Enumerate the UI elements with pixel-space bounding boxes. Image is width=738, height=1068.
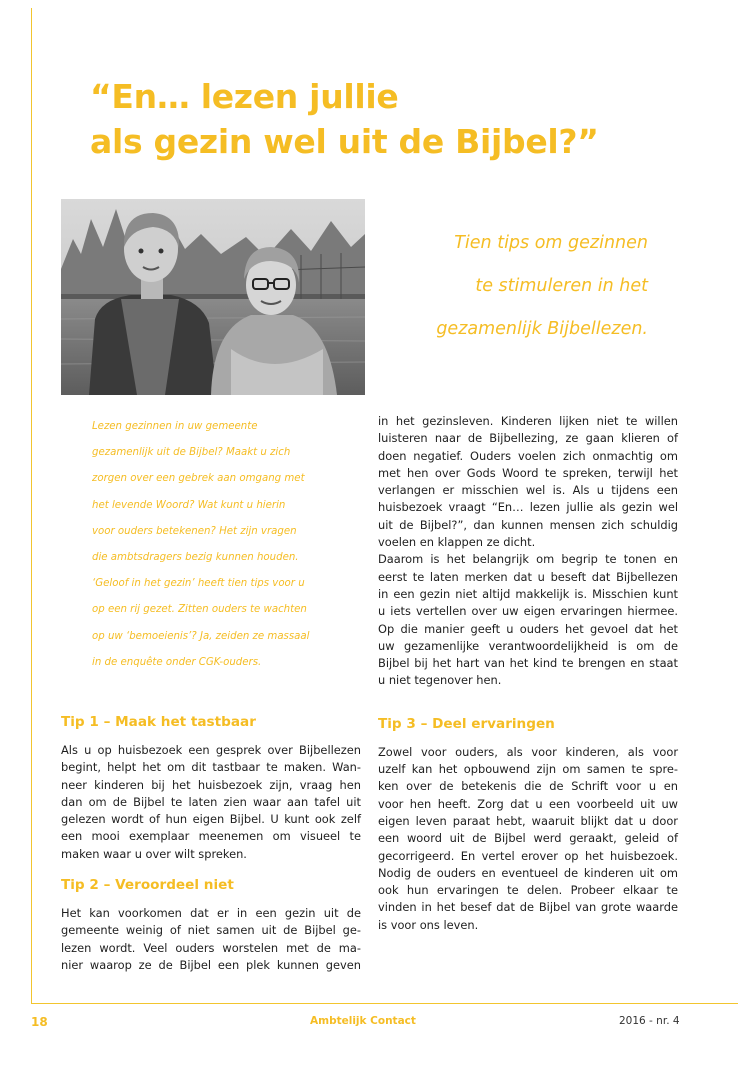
text-line: begint, helpt het om dit tastbaar te maken. Wan- bbox=[61, 760, 361, 775]
intro-line: het levende Woord? Wat kunt u hierin bbox=[92, 499, 286, 511]
text-line: Op die manier geeft u ouders het gevoel dat het bbox=[378, 621, 678, 636]
right-column bbox=[378, 413, 678, 934]
subtitle-line: gezamenlijk Bijbellezen. bbox=[436, 319, 648, 339]
text-line: uzelf kan het opbouwend zijn om samen te spre- bbox=[378, 762, 678, 777]
text-line: luisteren naar de Bijbellezing, ze gaan klieren of bbox=[378, 431, 678, 446]
article-subtitle bbox=[390, 222, 648, 351]
magazine-name: Ambtelijk Contact bbox=[310, 1015, 416, 1027]
text-line: vinden in het besef dat de Bijbel van grote waarde bbox=[378, 900, 678, 915]
intro-line: in de enquête onder CGK-ouders. bbox=[92, 656, 262, 668]
text-line: u niet tegenover hen. bbox=[378, 673, 502, 688]
tip-2-heading: Tip 2 – Veroordeel niet bbox=[61, 877, 234, 894]
title-line-1: “En… lezen jullie bbox=[90, 77, 399, 116]
intro-line: op uw ‘bemoeienis’? Ja, zeiden ze massaal bbox=[92, 630, 310, 642]
text-line: doen negatief. Ouders voelen zich onmachtig om bbox=[378, 448, 678, 463]
text-line: Zowel voor ouders, als voor kinderen, als voor bbox=[378, 744, 678, 759]
text-line: maken waar u over wilt spreken. bbox=[61, 846, 247, 861]
tip-2-text bbox=[61, 905, 361, 974]
text-line: is voor ons leven. bbox=[378, 917, 479, 932]
text-line: dan om de Bijbel te laten zien waar aan tafel uit bbox=[61, 794, 361, 809]
text-line: lezen wordt. Veel ouders worstelen met de ma- bbox=[61, 940, 361, 955]
tip-1-heading: Tip 1 – Maak het tastbaar bbox=[61, 714, 256, 730]
text-line: verlangen er misschien wel is. Als u tijdens een bbox=[378, 483, 678, 498]
intro-line: ‘Geloof in het gezin’ heeft tien tips voor u bbox=[92, 578, 305, 590]
text-line: neer kinderen bij het huisbezoek zijn, vraag hen bbox=[61, 777, 361, 792]
text-line: een mooi exemplaar meenemen om visueel te bbox=[61, 829, 361, 844]
left-margin-rule bbox=[31, 8, 32, 1003]
intro-line: zorgen over een gebrek aan omgang met bbox=[92, 473, 305, 485]
text-line: Het kan voorkomen dat er in een gezin uit de bbox=[61, 906, 361, 921]
subtitle-line: Tien tips om gezinnen bbox=[454, 233, 648, 253]
text-line: u iets vertellen over uw eigen ervaringen hiermee. bbox=[378, 604, 678, 619]
text-line: ken over de betekenis die de Schrift voor u en bbox=[378, 779, 678, 794]
text-line: voelen en klappen ze dicht. bbox=[378, 535, 536, 550]
text-line: ook hun ervaringen te delen. Probeer elkaar te bbox=[378, 883, 678, 898]
text-line: uw gezamenlijke verantwoordelijkheid is om de bbox=[378, 638, 678, 653]
intro-line: Lezen gezinnen in uw gemeente bbox=[92, 421, 258, 432]
text-line: eerst te laten merken dat u beseft dat Bijbellezen bbox=[378, 569, 678, 584]
intro-line: gezamenlijk uit de Bijbel? Maakt u zich bbox=[92, 447, 291, 459]
text-line: in een gezin niet altijd makkelijk is. Misschien kunt bbox=[378, 586, 678, 601]
text-line: gelezen wordt of hun eigen Bijbel. U kunt ook zelf bbox=[61, 812, 361, 827]
text-line: met hen over Gods Woord te spreken, terwijl het bbox=[378, 465, 678, 480]
page-number: 18 bbox=[31, 1015, 48, 1029]
text-line: eigen leven paraat hebt, waaruit blijkt dat u door bbox=[378, 813, 678, 828]
left-column bbox=[61, 712, 361, 974]
issue-label: 2016 - nr. 4 bbox=[619, 1015, 680, 1027]
title-line-2: als gezin wel uit de Bijbel?” bbox=[90, 122, 599, 161]
tip-3-heading: Tip 3 – Deel ervaringen bbox=[378, 715, 555, 732]
text-line: gecorrigeerd. En vertel erover op het huisbezoek. bbox=[378, 848, 678, 863]
text-line: Daarom is het belangrijk om begrip te tonen en bbox=[378, 552, 678, 567]
tip-2-continued-text bbox=[378, 413, 678, 551]
bottom-margin-rule bbox=[31, 1003, 738, 1004]
tip-2-second-paragraph bbox=[378, 551, 678, 689]
article-photo bbox=[61, 199, 365, 395]
text-line: Bijbel bij het hart van het kind te brengen en staat bbox=[378, 656, 678, 671]
tip-1-text bbox=[61, 742, 361, 863]
subtitle-line: te stimuleren in het bbox=[475, 276, 648, 296]
text-line: Als u op huisbezoek een gesprek over Bijbellezen bbox=[61, 743, 361, 757]
photo-two-women-by-water bbox=[61, 199, 365, 395]
intro-paragraph bbox=[92, 414, 362, 676]
text-line: in het gezinsleven. Kinderen lijken niet te willen bbox=[378, 414, 678, 428]
text-line: huisbezoek vraagt “En… lezen jullie als gezin wel bbox=[378, 500, 678, 515]
text-line: een woord uit de Bijbel werd geraakt, geleid of bbox=[378, 831, 678, 846]
text-line: nier waarop ze de Bijbel een plek kunnen geven bbox=[61, 957, 361, 972]
text-line: Nodig de ouders en eventueel de kinderen uit om bbox=[378, 865, 678, 880]
intro-line: op een rij gezet. Zitten ouders te wachten bbox=[92, 604, 307, 616]
intro-line: voor ouders betekenen? Het zijn vragen bbox=[92, 525, 297, 537]
tip-3-text bbox=[378, 744, 678, 934]
text-line: gemeente weinig of niet samen uit de Bijbel ge- bbox=[61, 923, 361, 938]
text-line: voor hen heeft. Zorg dat u een voorbeeld uit uw bbox=[378, 796, 678, 811]
text-line: uit de Bijbel?”, dan kunnen mensen zich schuldig bbox=[378, 517, 678, 532]
article-title bbox=[90, 74, 710, 164]
intro-line: die ambtsdragers bezig kunnen houden. bbox=[92, 552, 299, 564]
